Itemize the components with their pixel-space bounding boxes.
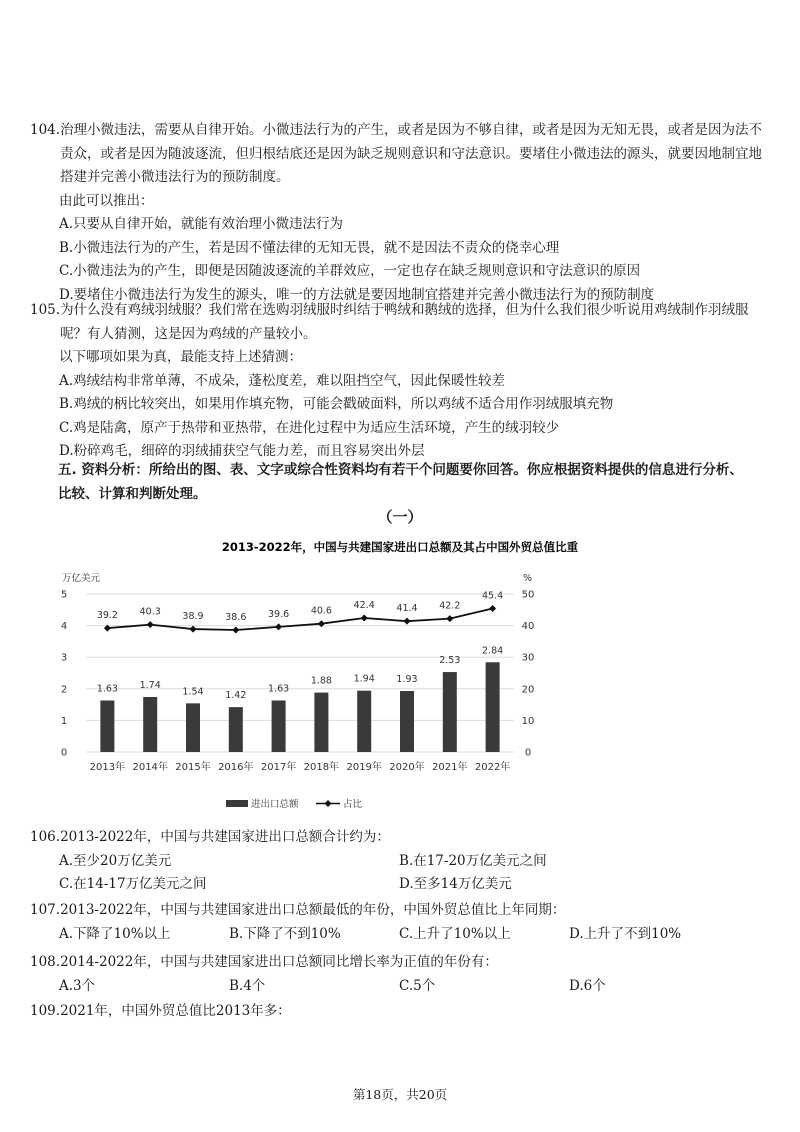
right-tick-label: 40 bbox=[521, 621, 535, 633]
question-number: 106. bbox=[30, 829, 61, 845]
option-c: C.5个 bbox=[399, 977, 436, 994]
legend-line-marker bbox=[325, 800, 332, 807]
line-value-label: 45.4 bbox=[482, 590, 504, 602]
right-axis-unit: % bbox=[523, 573, 533, 584]
line-point bbox=[446, 615, 453, 622]
line-point bbox=[489, 605, 496, 612]
option-a: A.至少20万亿美元 bbox=[59, 852, 172, 869]
question-prompt: 以下哪项如果为真，最能支持上述猜测： bbox=[59, 349, 302, 365]
bar bbox=[314, 693, 328, 752]
option-a: A.3个 bbox=[59, 977, 96, 994]
option-a: A.鸡绒结构非常单薄，不成朵，蓬松度差，难以阻挡空气，因此保暖性较差 bbox=[59, 372, 506, 389]
question-stem: 2014-2022年，中国与共建国家进出口总额同比增长率为正值的年份有： bbox=[60, 954, 498, 970]
option-d: D.上升了不到10% bbox=[569, 925, 682, 942]
option-b: B.在17-20万亿美元之间 bbox=[399, 852, 547, 869]
category-label: 2017年 bbox=[260, 762, 297, 773]
category-label: 2013年 bbox=[89, 762, 126, 773]
line-value-label: 39.6 bbox=[268, 608, 290, 620]
line-value-label: 42.2 bbox=[439, 600, 461, 612]
question-106 bbox=[30, 826, 770, 897]
category-label: 2019年 bbox=[346, 762, 382, 773]
left-tick-label: 3 bbox=[60, 652, 68, 664]
right-tick-label: 30 bbox=[521, 652, 535, 664]
category-label: 2020年 bbox=[389, 762, 425, 773]
trade-chart bbox=[50, 530, 750, 820]
bar-value-label: 1.93 bbox=[396, 674, 418, 686]
chart-title: 2013-2022年，中国与共建国家进出口总额及其占中国外贸总值比重 bbox=[221, 540, 579, 554]
bar bbox=[400, 691, 414, 752]
category-label: 2014年 bbox=[132, 762, 168, 773]
legend bbox=[226, 798, 363, 810]
line-value-label: 40.6 bbox=[310, 605, 332, 617]
line-value-label: 39.2 bbox=[96, 610, 118, 622]
bar-value-label: 1.54 bbox=[182, 686, 204, 698]
line-value-label: 40.3 bbox=[139, 606, 161, 618]
left-axis-unit: 万亿美元 bbox=[62, 573, 101, 584]
line-value-label: 42.4 bbox=[353, 600, 375, 612]
option-c: C.鸡是陆禽，原产于热带和亚热带，在进化过程中为适应生活环境，产生的绒羽较少 bbox=[59, 419, 560, 436]
line-point bbox=[190, 626, 197, 633]
bar-value-label: 1.94 bbox=[353, 673, 375, 685]
bar bbox=[229, 707, 243, 752]
bar-value-label: 2.84 bbox=[482, 645, 504, 657]
option-d: D.至多14万亿美元 bbox=[399, 876, 512, 892]
question-number: 109. bbox=[30, 1003, 61, 1019]
page-footer: 第18页，共20页 bbox=[352, 1087, 448, 1102]
question-number: 108. bbox=[30, 954, 61, 970]
option-c: C.小微违法为的产生，即便是因随波逐流的羊群效应，一定也存在缺乏规则意识和守法意识的原因 bbox=[59, 263, 641, 279]
option-b: B.鸡绒的柄比较突出，如果用作填充物，可能会戳破面料，所以鸡绒不适合用作羽绒服填充物 bbox=[59, 396, 614, 412]
legend-line-label: 占比 bbox=[343, 799, 363, 810]
left-tick-label: 5 bbox=[60, 589, 68, 601]
right-tick-label: 20 bbox=[521, 684, 535, 696]
option-b: B.小微违法行为的产生，若是因不懂法律的无知无畏，就不是因法不责众的侥幸心理 bbox=[59, 239, 560, 256]
bar bbox=[186, 703, 200, 752]
bar bbox=[143, 697, 157, 752]
question-number: 105. bbox=[30, 302, 61, 318]
option-c: C.在14-17万亿美元之间 bbox=[59, 876, 207, 892]
question-stem: 2013-2022年，中国与共建国家进出口总额最低的年份，中国外贸总值比上年同期： bbox=[60, 902, 566, 918]
line-value-label: 38.9 bbox=[182, 611, 204, 623]
line-point bbox=[318, 620, 325, 627]
question-107 bbox=[30, 899, 770, 946]
legend-bar-label: 进出口总额 bbox=[251, 799, 299, 810]
bar bbox=[272, 700, 286, 752]
material-subheading: （一） bbox=[377, 508, 423, 526]
bar bbox=[443, 672, 457, 752]
question-stem: 为什么没有鸡绒羽绒服？我们常在选购羽绒服时纠结于鸭绒和鹅绒的选择，但为什么我们很少听说用鸡绒制作羽绒服呢？有人猜测，这是因为鸡绒的产量较小。 bbox=[60, 302, 749, 342]
line-point bbox=[361, 615, 368, 622]
option-a: A.只要从自律开始，就能有效治理小微违法行为 bbox=[59, 216, 344, 232]
bar-value-label: 1.88 bbox=[310, 675, 332, 687]
line-value-label: 41.4 bbox=[396, 603, 418, 615]
left-tick-label: 0 bbox=[60, 747, 68, 759]
option-d: D.6个 bbox=[569, 977, 606, 994]
category-label: 2018年 bbox=[303, 762, 340, 773]
option-d: D.粉碎鸡毛，细碎的羽绒捕获空气能力差，而且容易突出外层 bbox=[59, 443, 425, 459]
question-prompt: 由此可以推出： bbox=[59, 192, 154, 209]
question-stem: 2021年，中国外贸总值比2013年多： bbox=[60, 1003, 291, 1019]
option-a: A.下降了10%以上 bbox=[59, 925, 171, 942]
question-104 bbox=[30, 119, 770, 307]
line-point bbox=[147, 621, 154, 628]
option-b: B.下降了不到10% bbox=[229, 925, 341, 942]
category-label: 2022年 bbox=[474, 762, 511, 773]
bar-value-label: 1.63 bbox=[96, 683, 118, 695]
option-b: B.4个 bbox=[229, 977, 266, 994]
line-point bbox=[275, 623, 282, 630]
legend-bar-swatch bbox=[226, 800, 248, 807]
bar-value-label: 2.53 bbox=[439, 655, 461, 667]
option-c: C.上升了10%以上 bbox=[399, 925, 511, 942]
line-value-label: 38.6 bbox=[225, 612, 247, 624]
bar bbox=[357, 691, 371, 752]
category-label: 2021年 bbox=[432, 762, 468, 773]
category-label: 2015年 bbox=[175, 762, 211, 773]
question-105 bbox=[30, 299, 770, 464]
line-point bbox=[404, 618, 411, 625]
category-label: 2016年 bbox=[218, 762, 254, 773]
right-tick-label: 10 bbox=[521, 715, 535, 727]
question-stem: 治理小微违法，需要从自律开始。小微违法行为的产生，或者是因为不够自律，或者是因为无知无畏，或者是因为法不责众，或者是因为随波逐流，但归根结底还是因为缺乏规则意识和守法意识。要堵住小微违法的源头，就要因地制宜地搭建并完善小微违法行为的预防制度。 bbox=[60, 122, 763, 185]
line-point bbox=[232, 627, 239, 634]
left-tick-label: 2 bbox=[60, 684, 68, 696]
option-d: D.要堵住小微违法行为发生的源头，唯一的方法就是要因地制宜搭建并完善小微违法行为的预防制度 bbox=[59, 286, 655, 303]
right-tick-label: 50 bbox=[521, 589, 535, 601]
left-tick-label: 4 bbox=[60, 621, 68, 633]
section-heading: 五. 资料分析：所给出的图、表、文字或综合性资料均有若干个问题要你回答。你应根据资料提供的信息进行分析、比较、计算和判断处理。 bbox=[58, 462, 743, 502]
question-stem: 2013-2022年，中国与共建国家进出口总额合计约为： bbox=[60, 829, 390, 845]
question-109 bbox=[30, 1000, 770, 1024]
left-tick-label: 1 bbox=[60, 715, 68, 727]
question-number: 104. bbox=[30, 122, 61, 138]
bar-value-label: 1.63 bbox=[268, 683, 290, 695]
right-tick-label: 0 bbox=[524, 747, 532, 759]
bar-value-label: 1.74 bbox=[139, 680, 161, 692]
bar-value-label: 1.42 bbox=[225, 690, 247, 702]
bar bbox=[100, 700, 114, 752]
question-108 bbox=[30, 951, 770, 998]
question-number: 107. bbox=[30, 902, 61, 918]
bar bbox=[486, 662, 500, 752]
